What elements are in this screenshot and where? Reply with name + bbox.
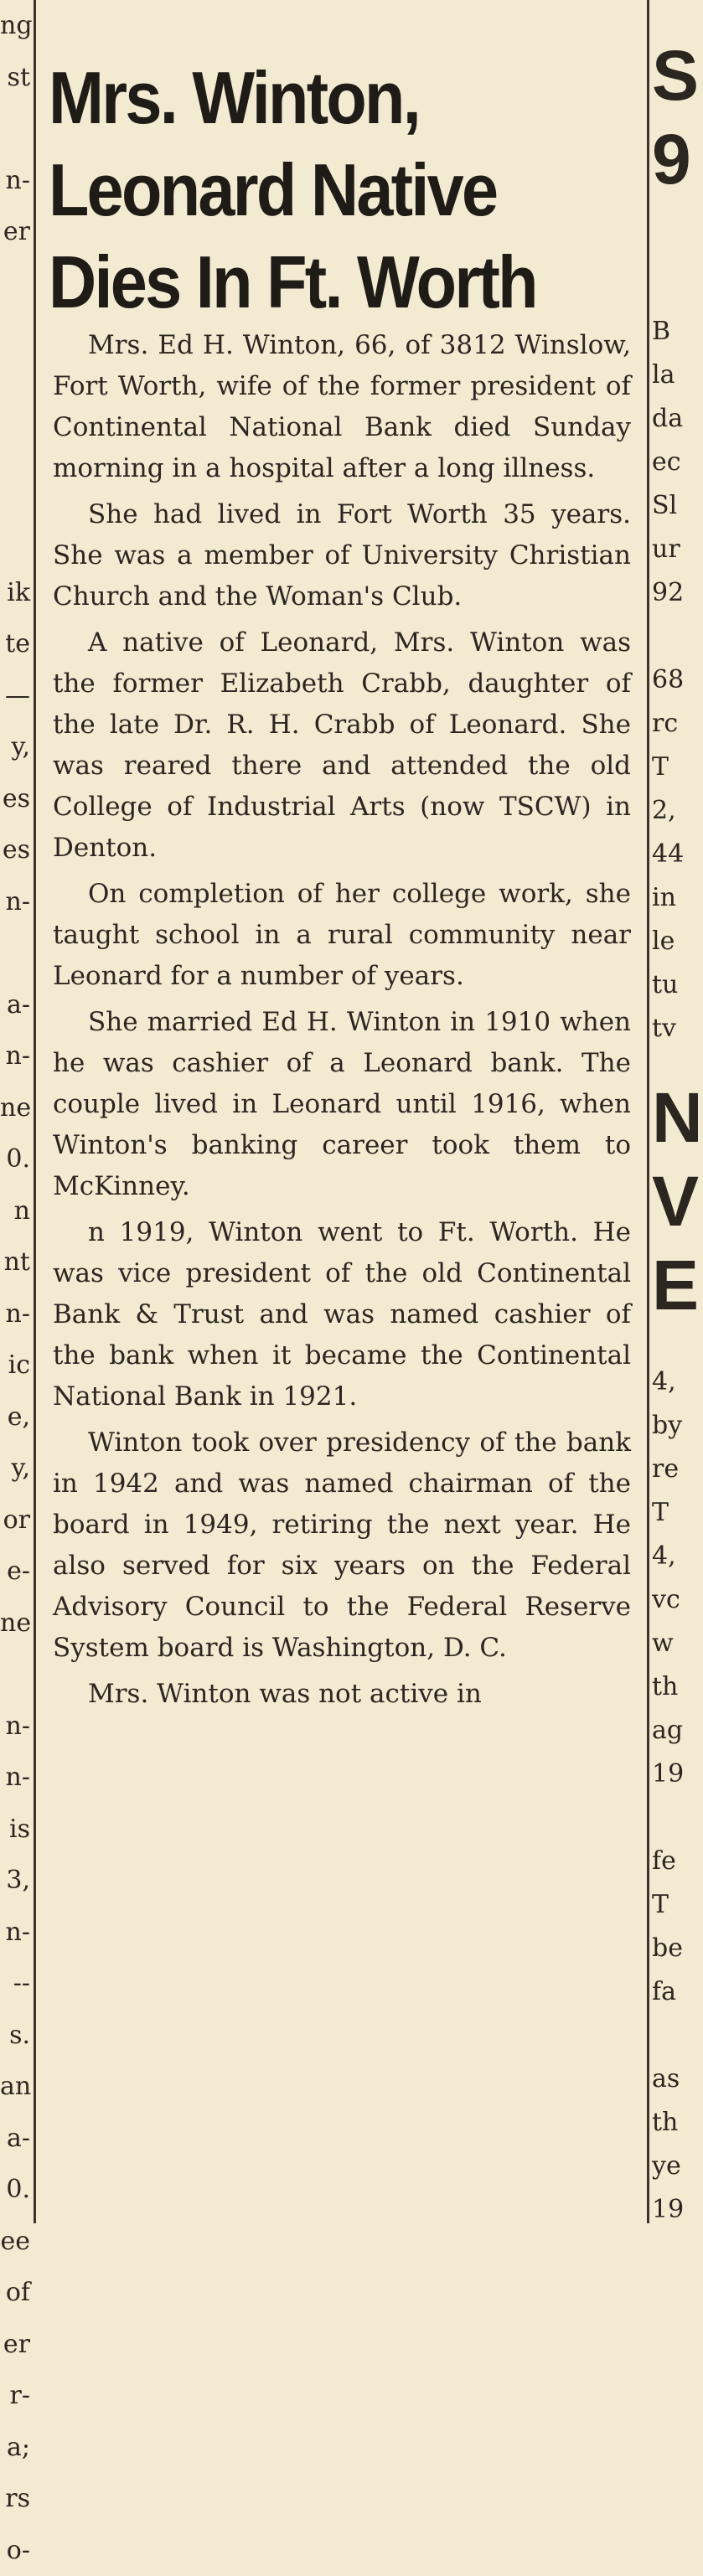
spacer xyxy=(652,201,687,310)
left-fragment-line: a- xyxy=(0,2113,34,2165)
right-fragment-line: 19 xyxy=(652,2188,687,2232)
right-fragment-line: T xyxy=(652,746,687,789)
left-fragment-line xyxy=(0,103,34,155)
left-fragment-line xyxy=(0,412,34,464)
right-fragment-line xyxy=(652,615,687,658)
left-fragment-line: o- xyxy=(0,2525,34,2576)
right-fragment-line: T xyxy=(652,1883,687,1927)
left-fragment-line: is xyxy=(0,1804,34,1856)
left-fragment-line: of xyxy=(0,2267,34,2319)
right-fragment-line: ye xyxy=(652,2145,687,2188)
right-fragment-line: B xyxy=(652,310,687,354)
left-fragment-line: ne xyxy=(0,1598,34,1649)
left-fragment-line xyxy=(0,1649,34,1701)
right-fragment-line: w xyxy=(652,1622,687,1665)
left-fragment-line: -- xyxy=(0,1958,34,2010)
headline-line-1: Mrs. Winton, xyxy=(49,52,576,144)
article-body xyxy=(53,325,631,1720)
left-fragment-line: te xyxy=(0,618,34,670)
right-fragment-line: ur xyxy=(652,528,687,571)
left-fragment-line: er xyxy=(0,206,34,258)
right-fragment-line: T xyxy=(652,1491,687,1535)
left-fragment-line: ic xyxy=(0,1340,34,1391)
left-fragment-line xyxy=(0,309,34,361)
left-fragment-line: an xyxy=(0,2061,34,2113)
left-fragment-line: ne xyxy=(0,1082,34,1134)
spacer xyxy=(652,1327,687,1360)
right-fragment-heading: V xyxy=(652,1159,687,1243)
right-fragment-line xyxy=(652,1796,687,1840)
article-paragraph: She had lived in Fort Worth 35 years. She was a member of University Christian Church and the Woman's Club. xyxy=(53,494,631,617)
left-fragment-line xyxy=(0,464,34,516)
left-fragment-line: n- xyxy=(0,1907,34,1959)
left-fragment-line: y, xyxy=(0,721,34,773)
left-fragment-line xyxy=(0,258,34,310)
left-fragment-line: rs xyxy=(0,2473,34,2525)
left-fragment-line: a; xyxy=(0,2422,34,2474)
article-paragraph: Mrs. Winton was not active in xyxy=(53,1674,631,1715)
right-fragment-line: le xyxy=(652,920,687,963)
left-fragment-line: r- xyxy=(0,2370,34,2422)
left-fragment-line: nt xyxy=(0,1236,34,1288)
left-fragment-line: n- xyxy=(0,1030,34,1082)
article-paragraph: On completion of her college work, she taught school in a rural community near Leonard for a number of years. xyxy=(53,874,631,997)
left-fragment-line: n- xyxy=(0,1701,34,1753)
right-fragment-heading: S xyxy=(652,34,687,117)
right-column-fragment xyxy=(652,0,687,2223)
right-fragment-line: 2, xyxy=(652,789,687,833)
right-fragment-line: da xyxy=(652,397,687,441)
right-fragment-line xyxy=(652,2014,687,2057)
right-fragment-line: th xyxy=(652,1665,687,1709)
left-fragment-line: or xyxy=(0,1494,34,1546)
left-fragment-line: e, xyxy=(0,1391,34,1443)
right-fragment-line: ec xyxy=(652,441,687,484)
article-headline xyxy=(49,52,576,328)
left-fragment-line: s. xyxy=(0,2010,34,2062)
right-fragment-line: 4, xyxy=(652,1535,687,1578)
right-fragment-line: rc xyxy=(652,702,687,746)
left-fragment-line: n- xyxy=(0,155,34,207)
article-paragraph: She married Ed H. Winton in 1910 when he was cashier of a Leonard bank. The couple lived in Leonard until 1916, when Winton's banking career took them to McKinney. xyxy=(53,1002,631,1207)
right-fragment-line: vc xyxy=(652,1578,687,1622)
left-fragment-line xyxy=(0,361,34,413)
left-fragment-line: n- xyxy=(0,876,34,928)
left-column-fragment xyxy=(0,0,34,2223)
right-fragment-line: by xyxy=(652,1404,687,1448)
right-fragment-line: as xyxy=(652,2057,687,2101)
right-fragment-line: be xyxy=(652,1927,687,1970)
right-fragment-line: fa xyxy=(652,1970,687,2014)
right-fragment-line: tv xyxy=(652,1007,687,1051)
headline-line-3: Dies In Ft. Worth xyxy=(49,236,576,328)
left-fragment-line: — xyxy=(0,670,34,722)
right-fragment-line: in xyxy=(652,876,687,920)
left-fragment-line: n xyxy=(0,1185,34,1237)
right-fragment-line: th xyxy=(652,2101,687,2145)
article-paragraph: n 1919, Winton went to Ft. Worth. He was vice president of the old Continental Bank & Trust and was named cashier of the bank when it became the Continental National Bank in 1921. xyxy=(53,1212,631,1417)
left-fragment-line: 0. xyxy=(0,1133,34,1185)
left-fragment-line: ik xyxy=(0,567,34,619)
left-fragment-line: es xyxy=(0,824,34,876)
left-fragment-line: er xyxy=(0,2319,34,2371)
right-column-rule xyxy=(647,0,649,2223)
left-fragment-line: n- xyxy=(0,1752,34,1804)
left-fragment-line: ee xyxy=(0,2216,34,2268)
right-fragment-line: la xyxy=(652,354,687,397)
right-fragment-line: ag xyxy=(652,1709,687,1753)
right-fragment-line: 4, xyxy=(652,1360,687,1404)
right-fragment-line: Sl xyxy=(652,484,687,528)
right-fragment-heading: 9 xyxy=(652,117,687,201)
spacer xyxy=(652,0,687,34)
left-fragment-line: e- xyxy=(0,1546,34,1598)
left-fragment-line: ng xyxy=(0,0,34,52)
right-fragment-heading: N xyxy=(652,1076,687,1159)
left-fragment-line: y, xyxy=(0,1443,34,1494)
article-paragraph: Winton took over presidency of the bank in 1942 and was named chairman of the board in 1949, retiring the next year. He also served for six years on the Federal Advisory Council to the Federal Reserve System board is Washington, D. C. xyxy=(53,1422,631,1669)
left-fragment-line: st xyxy=(0,52,34,104)
left-fragment-line: a- xyxy=(0,979,34,1031)
left-fragment-line: n- xyxy=(0,1288,34,1340)
headline-line-2: Leonard Native xyxy=(49,144,576,236)
right-fragment-line: 92 xyxy=(652,571,687,615)
right-fragment-line: 44 xyxy=(652,833,687,876)
left-fragment-line: 0. xyxy=(0,2164,34,2216)
right-fragment-line: 68 xyxy=(652,658,687,702)
left-fragment-line xyxy=(0,515,34,567)
left-fragment-line: es xyxy=(0,773,34,825)
right-fragment-line: fe xyxy=(652,1840,687,1883)
left-fragment-line: 3, xyxy=(0,1855,34,1907)
right-fragment-line: re xyxy=(652,1448,687,1491)
right-fragment-line: 19 xyxy=(652,1753,687,1796)
left-column-rule xyxy=(34,0,36,2223)
spacer xyxy=(652,1051,687,1076)
article-paragraph: A native of Leonard, Mrs. Winton was the former Elizabeth Crabb, daughter of the late Dr. R. H. Crabb of Leonard. She was reared there and attended the old College of Industrial Arts (now TSCW) in Denton. xyxy=(53,622,631,869)
right-fragment-line: tu xyxy=(652,963,687,1007)
right-fragment-heading: E xyxy=(652,1243,687,1327)
left-fragment-line xyxy=(0,927,34,979)
article-paragraph: Mrs. Ed H. Winton, 66, of 3812 Winslow, Fort Worth, wife of the former president of Continental National Bank died Sunday morning in a hospital after a long illness. xyxy=(53,325,631,489)
